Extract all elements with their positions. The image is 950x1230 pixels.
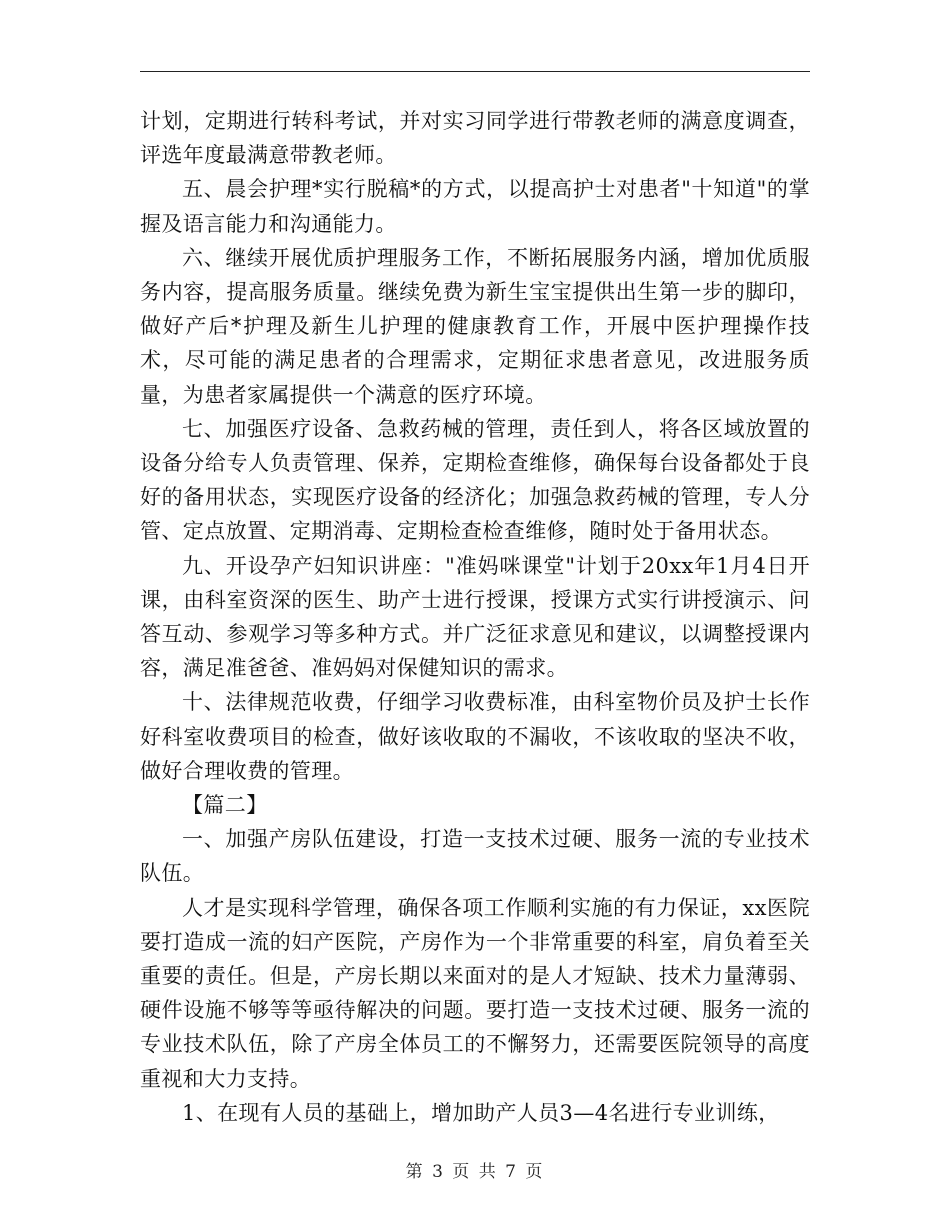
paragraph-1: 计划，定期进行转科考试，并对实习同学进行带教老师的满意度调查，评选年度最满意带教老师。 (140, 109, 810, 168)
paragraph-2: 五、晨会护理*实行脱稿*的方式，以提高护士对患者"十知道"的掌握及语言能力和沟通能力。 (140, 177, 810, 236)
paragraph-5: 九、开设孕产妇知识讲座："准妈咪课堂"计划于20xx年1月4日开课，由科室资深的医生、助产士进行授课，授课方式实行讲授演示、问答互动、参观学习等多种方式。并广泛征求意见和建议，以调整授课内容，满足准爸爸、准妈妈对保健知识的需求。 (140, 553, 810, 681)
paragraph-3: 六、继续开展优质护理服务工作，不断拓展服务内涵，增加优质服务内容，提高服务质量。继续免费为新生宝宝提供出生第一步的脚印，做好产后*护理及新生儿护理的健康教育工作，开展中医护理操作技术，尽可能的满足患者的合理需求，定期征求患者意见，改进服务质量，为患者家属提供一个满意的医疗环境。 (140, 245, 810, 407)
paragraph-6: 十、法律规范收费，仔细学习收费标准，由科室物价员及护士长作好科室收费项目的检查，做好该收取的不漏收，不该收取的坚决不收，做好合理收费的管理。 (140, 690, 810, 783)
header-rule (140, 71, 810, 72)
paragraph-4: 七、加强医疗设备、急救药械的管理，责任到人，将各区域放置的设备分给专人负责管理、保养，定期检查维修，确保每台设备都处于良好的备用状态，实现医疗设备的经济化；加强急救药械的管理，专人分管、定点放置、定期消毒、定期检查检查维修，随时处于备用状态。 (140, 416, 810, 544)
page-number-footer: 第 3 页 共 7 页 (405, 1162, 545, 1182)
section-heading: 【篇二】 (182, 793, 268, 818)
document-body (140, 104, 810, 1130)
paragraph-9: 1、在现有人员的基础上，增加助产人员3—4名进行专业训练， (182, 1100, 780, 1125)
paragraph-8: 人才是实现科学管理，确保各项工作顺利实施的有力保证，xx医院要打造成一流的妇产医院，产房作为一个非常重要的科室，肩负着至关重要的责任。但是，产房长期以来面对的是人才短缺、技术力量薄弱、硬件设施不够等等亟待解决的问题。要打造一支技术过硬、服务一流的专业技术队伍，除了产房全体员工的不懈努力，还需要医院领导的高度重视和大力支持。 (140, 895, 810, 1091)
paragraph-7: 一、加强产房队伍建设，打造一支技术过硬、服务一流的专业技术队伍。 (140, 827, 810, 886)
